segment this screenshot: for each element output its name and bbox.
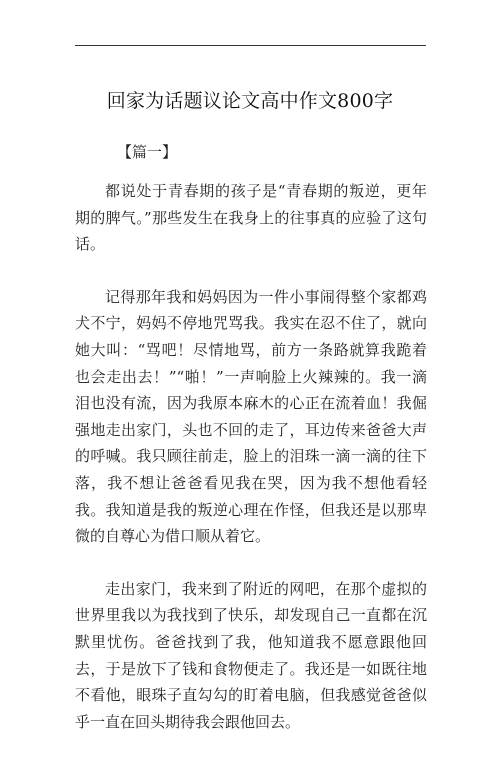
document-title: 回家为话题议论文高中作文800字: [106, 90, 394, 112]
paragraph-2: 记得那年我和妈妈因为一件小事闹得整个家都鸡犬不宁，妈妈不停地咒骂我。我实在忍不住了，就向她大叫：“骂吧！尽情地骂，前方一条路就算我跪着也会走出去！”“啪！”一声响脸上火辣辣的。我一滴泪也没有流，因为我原本麻木的心正在流着血！我倔强地走出家门，头也不回的走了，耳边传来爸爸大声的呼喊。我只顾往前走，脸上的泪珠一滴一滴的往下落，我不想让爸爸看见我在哭，因为我不想他看轻我。我知道是我的叛逆心理在作怪，但我还是以那卑微的自尊心为借口顺从着它。: [75, 287, 427, 546]
header-rule: [75, 45, 426, 46]
paragraph-1: 都说处于青春期的孩子是“青春期的叛逆，更年期的脾气。”那些发生在我身上的往事真的应验了这句话。: [75, 182, 427, 254]
document-body: [75, 178, 427, 761]
paragraph-3: 走出家门，我来到了附近的网吧，在那个虚拟的世界里我以为我找到了快乐，却发现自己一直都在沉默里忧伤。爸爸找到了我，他知道我不愿意跟他回去，于是放下了钱和食物便走了。我还是一如既往地不看他，眼珠子直勾勾的盯着电脑，但我感觉爸爸似乎一直在回头期待我会跟他回去。: [75, 579, 427, 731]
section-label: 【篇一】: [117, 143, 178, 161]
